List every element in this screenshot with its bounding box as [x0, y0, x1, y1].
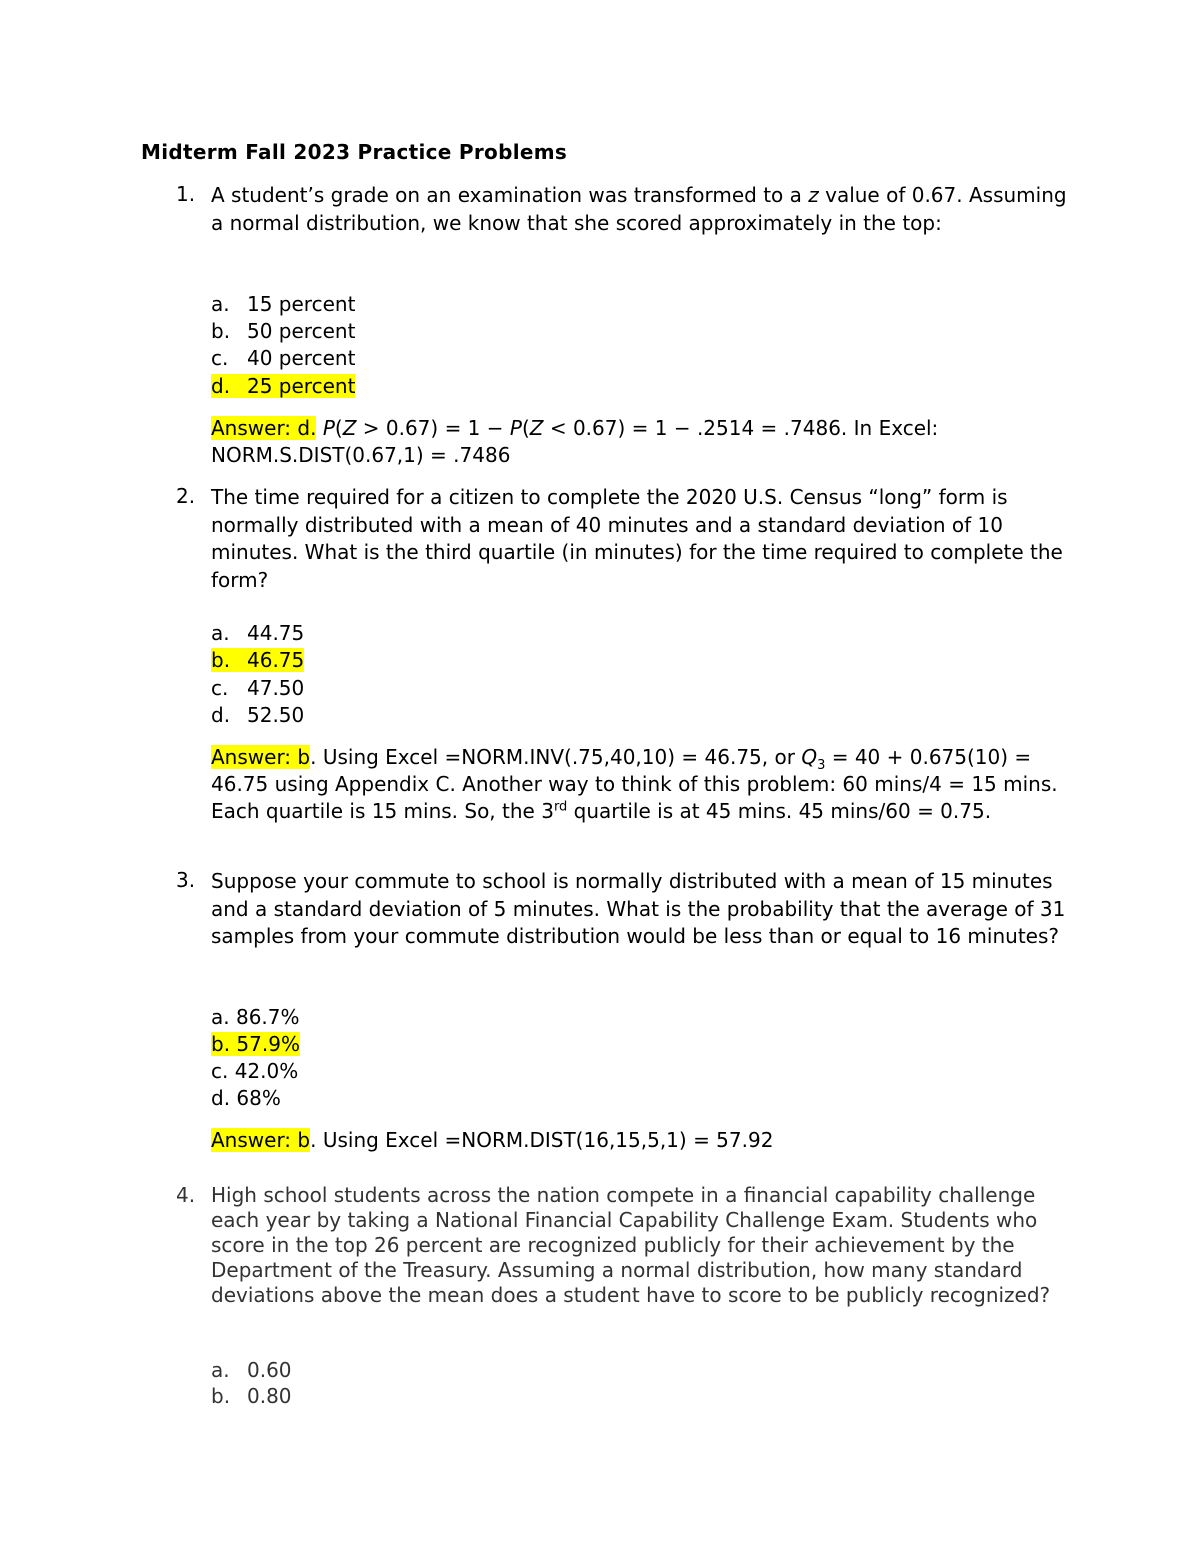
question-text: Suppose your commute to school is normally distributed with a mean of 15 minutes and a standard deviation of 5 minutes. What is the probability that the average of 31 samples from your commute distribution would be less than or equal to 16 minutes? [211, 869, 1066, 948]
option-a: a. 0.60 [211, 1358, 292, 1382]
option-b: b. 50 percent [211, 319, 356, 343]
question-text: High school students across the nation compete in a financial capability challenge each year by taking a National Financial Capability Challenge Exam. Students who score in the top 26 percent are recognized publicly for their achievement by the Department of the Treasury. Assuming a normal distribution, how many standard deviations above the mean does a student have to score to be publicly recognized? [211, 1183, 1051, 1307]
answer-label: Answer: b [211, 745, 311, 769]
question-number: 1. [176, 182, 196, 206]
answer-2: Answer: b. Using Excel =NORM.INV(.75,40,10) = 46.75, or $Q_3 = 40 + 0.675(10) = 46.75$ using Appendix C. Another way to think of this problem: 60 mins/4 = 15 mins. Each quartile is 15 mins. So, the 3rd quartile is at 45 mins. 45 mins/60 = 0.75. [211, 745, 1058, 823]
question-number: 2. [176, 484, 196, 508]
answer-label: Answer: d. [211, 416, 317, 440]
page-title: Midterm Fall 2023 Practice Problems [141, 140, 568, 164]
question-text: The time required for a citizen to complete the 2020 U.S. Census “long” form is normally distributed with a mean of 40 minutes and a standard deviation of 10 minutes. What is the third quartile (in minutes) for the time required to complete the form? [211, 485, 1063, 592]
option-b-correct: b. 46.75 [211, 648, 305, 672]
option-b: b. 0.80 [211, 1384, 292, 1408]
option-c: c. 42.0% [211, 1059, 299, 1083]
option-a: a. 86.7% [211, 1005, 300, 1029]
question-text: A student’s grade on an examination was transformed to a z value of 0.67. Assuming a normal distribution, we know that she scored approximately in the top: [211, 183, 1067, 235]
option-b-correct: b. 57.9% [211, 1032, 300, 1056]
answer-1: Answer: d. P(Z > 0.67) = 1 − P(Z < 0.67) = 1 − .2514 = .7486. In Excel: NORM.S.DIST(0.67,1) = .7486 [211, 416, 939, 467]
option-a: a. 44.75 [211, 621, 305, 645]
question-number: 3. [176, 868, 196, 892]
option-a: a. 15 percent [211, 292, 356, 316]
option-d-correct: d. 25 percent [211, 374, 356, 398]
question-number: 4. [176, 1183, 196, 1207]
option-c: c. 40 percent [211, 346, 356, 370]
answer-label: Answer: b [211, 1128, 311, 1152]
option-d: d. 52.50 [211, 703, 305, 727]
option-c: c. 47.50 [211, 676, 305, 700]
option-d: d. 68% [211, 1086, 281, 1110]
answer-3: Answer: b. Using Excel =NORM.DIST(16,15,5,1) = 57.92 [211, 1128, 774, 1152]
